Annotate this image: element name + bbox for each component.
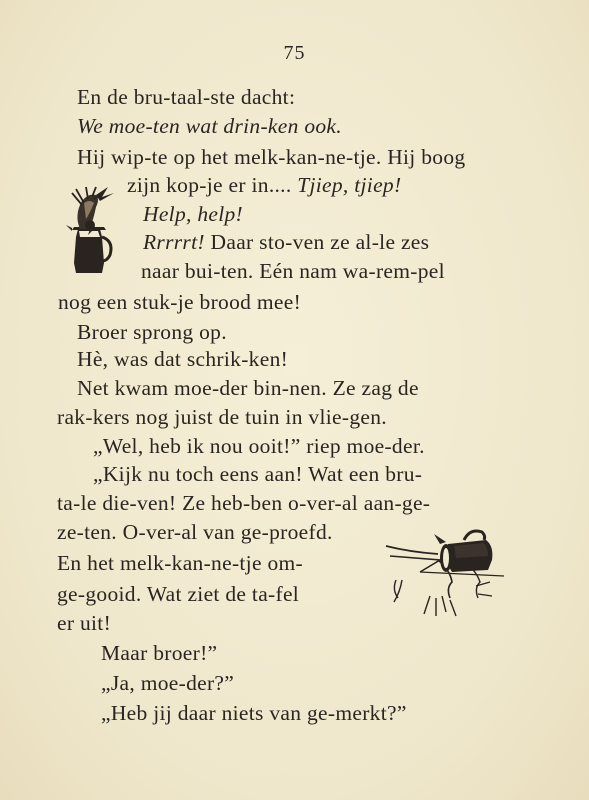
- text-segment: Maar broer!”: [101, 641, 218, 665]
- text-segment: „Kijk nu toch eens aan! Wat een bru-: [93, 462, 423, 486]
- text-line: [57, 549, 303, 577]
- text-segment: Daar sto-ven ze al-le zes: [204, 230, 430, 254]
- page-number: 75: [283, 42, 306, 64]
- text-segment: Net kwam moe-der bin-nen. Ze zag de: [77, 376, 419, 400]
- text-line: [57, 518, 333, 546]
- text-segment: Rrrrrt!: [143, 230, 205, 254]
- text-line: [127, 171, 401, 199]
- text-segment: naar bui-ten. Eén nam wa-rem-pel: [141, 259, 445, 283]
- text-segment: Broer sprong op.: [77, 320, 227, 344]
- text-line: [77, 112, 342, 140]
- text-segment: Hij wip-te op het melk-kan-ne-tje. Hij boog: [77, 145, 466, 169]
- text-line: [101, 639, 217, 667]
- text-line: [77, 374, 419, 402]
- text-line: [77, 318, 227, 346]
- text-line: [57, 580, 299, 608]
- text-segment: zijn kop-je er in....: [127, 173, 298, 197]
- spilled-milk-jug-icon: [380, 526, 510, 621]
- text-segment: „Ja, moe-der?”: [101, 671, 235, 695]
- text-line: [143, 228, 429, 256]
- text-segment: We moe-ten wat drin-ken ook.: [77, 114, 342, 138]
- text-segment: ge-gooid. Wat ziet de ta-fel: [57, 582, 300, 606]
- text-segment: er uit!: [57, 611, 112, 635]
- text-segment: ta-le die-ven! Ze heb-ben o-ver-al aan-ge-: [57, 491, 431, 515]
- text-line: [93, 460, 422, 488]
- text-segment: „Heb jij daar niets van ge-merkt?”: [101, 701, 407, 725]
- text-line: [77, 345, 288, 373]
- text-segment: rak-kers nog juist de tuin in vlie-gen.: [57, 405, 387, 429]
- text-segment: „Wel, heb ik nou ooit!” riep moe-der.: [93, 434, 425, 458]
- text-segment: En de bru-taal-ste dacht:: [77, 85, 296, 109]
- text-line: [77, 83, 295, 111]
- text-line: [77, 143, 515, 171]
- sparrow-on-jug-icon: [60, 185, 122, 280]
- text-segment: nog een stuk-je brood mee!: [58, 290, 302, 314]
- text-line: [57, 609, 111, 637]
- text-line: [143, 200, 243, 228]
- text-line: [93, 432, 425, 460]
- text-segment: ze-ten. O-ver-al van ge-proefd.: [57, 520, 333, 544]
- text-line: [57, 403, 387, 431]
- text-segment: Tjiep, tjiep!: [297, 173, 402, 197]
- text-line: [58, 288, 301, 316]
- text-segment: En het melk-kan-ne-tje om-: [57, 551, 304, 575]
- text-segment: Hè, was dat schrik-ken!: [77, 347, 289, 371]
- text-line: [101, 669, 234, 697]
- text-line: [101, 699, 407, 727]
- text-line: [141, 257, 445, 285]
- text-segment: Help, help!: [143, 202, 244, 226]
- text-line: [57, 489, 430, 517]
